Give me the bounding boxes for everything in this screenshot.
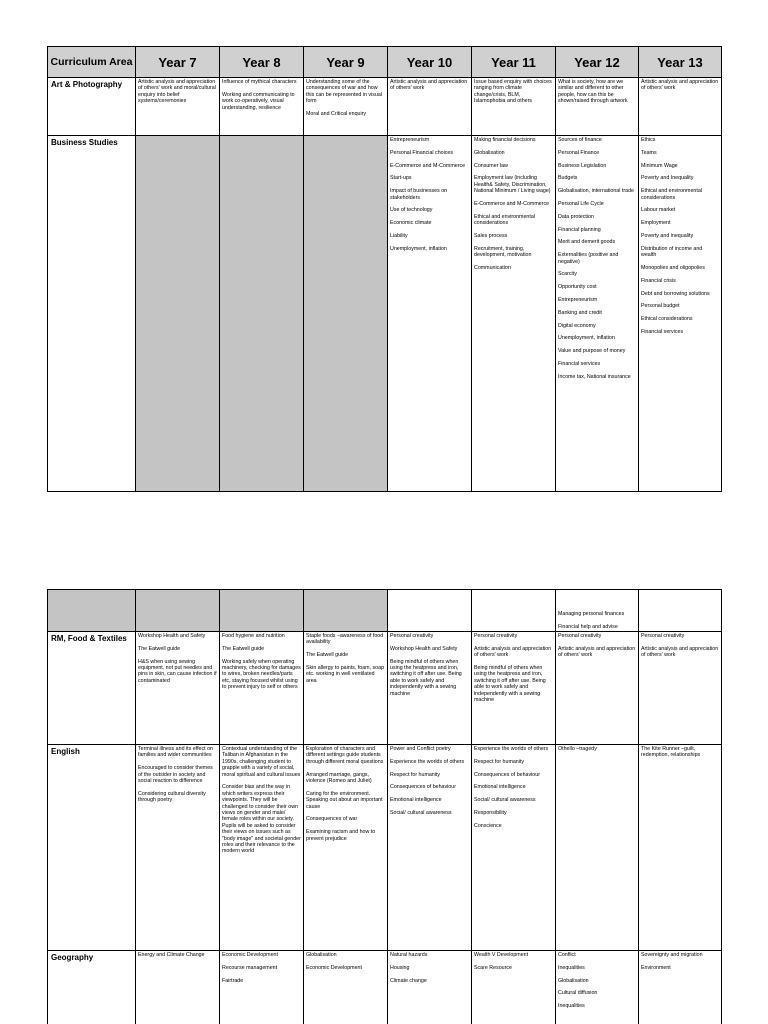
cell-entry: The Eatwell guide [306, 652, 349, 659]
cell-entry: Issue based enquiry with choices ranging from climate change/crisis, BLM, Islamophobia and others [474, 79, 552, 105]
cell-entry: Emotional intelligence [390, 797, 442, 804]
cell-entry: Personal Life Cycle [558, 200, 604, 207]
cell-entry: Labour market [641, 207, 676, 214]
cell-entry: Experience the worlds of others [390, 758, 465, 765]
cell-entry: Examining racism and how to prevent prejudice [306, 829, 376, 842]
cell-rm-y11 [472, 632, 556, 745]
cell-entry: Merit and demerit goods [558, 239, 616, 246]
cell-entry: Fairtrade [222, 977, 244, 984]
cell-business-y11 [472, 136, 556, 492]
cell-entry: Consider bias and the way in which writers express their viewpoints. They will be challenged to consider their own views on gender and male/ female roles within our society. Pupils will be asked to consider their views on issues such as "body image" and societal gender roles and their relevance to the modern world [222, 784, 301, 855]
cell-entry: Social/ cultural awareness [390, 809, 452, 816]
cell-entry: Social/ cultural awareness [474, 797, 536, 804]
cell-entry: Economic climate [390, 220, 432, 227]
cell-entry: Financial help and advise [558, 623, 618, 630]
cell-entry: Workshop Health and Safety [138, 633, 206, 639]
cell-business-y7-empty [136, 136, 220, 492]
cell-entry: Personal budget [641, 303, 680, 310]
cell-entry: Cultural diffusion [558, 990, 598, 997]
cell-english-y9 [304, 745, 388, 951]
cell-entry: Artistic analysis and appreciation of others' work [558, 645, 636, 659]
cell-english-y11 [472, 745, 556, 951]
cell-entry: Wealth V Development [474, 952, 529, 958]
cell-entry: Use of technology [390, 207, 433, 214]
cell-entry: Economic Development [306, 964, 362, 971]
cell-entry: Inequalities [558, 964, 585, 971]
header-year-9: Year 9 [304, 47, 388, 78]
cell-entry: H&S when using sewing equipment, not put needles and pins in skin, can cause infection if contaminated [138, 658, 217, 684]
cell-entry: Employment law (including Health& Safety, Discrimination, National Minimum / Living wage) [474, 175, 551, 195]
cell-entry: Managing personal finances [558, 610, 625, 617]
header-year-10: Year 10 [388, 47, 472, 78]
cell-entry: Workshop Health and Safety [390, 645, 458, 652]
cell-entry: Poverty and Inequality [641, 175, 694, 182]
cell-entry: Being mindful of others when using the heatpress and iron, switching it off after use. Being able to work safely and independently with a sewing machine [474, 665, 546, 704]
cell-continued-y9-empty [304, 590, 388, 632]
cell-geography-y9 [304, 951, 388, 1024]
cell-continued-y7-empty [136, 590, 220, 632]
cell-entry: Respect for humanity [474, 758, 525, 765]
cell-geography-y8 [220, 951, 304, 1024]
cell-entry: Food hygiene and nutrition [222, 633, 285, 639]
cell-entry: Artistic analysis and appreciation of others' work [641, 79, 719, 92]
row-art-photography [48, 78, 722, 136]
curriculum-table-1 [47, 46, 722, 492]
cell-entry: Skin allergy to paints, foam, soap etc. working in well ventilated area [306, 665, 385, 684]
cell-continued-y10-empty [388, 590, 472, 632]
cell-entry: Teams [641, 149, 657, 156]
cell-entry: Arranged marriage, gangs, violence (Romeo and Juliet) [306, 771, 372, 785]
header-year-12: Year 12 [556, 47, 639, 78]
area-business-studies: Business Studies [48, 136, 136, 492]
cell-art-y7 [136, 78, 220, 136]
cell-geography-y11 [472, 951, 556, 1024]
cell-entry: Encouraged to consider themes of the outsider in society and social reaction to difference [138, 765, 213, 785]
cell-entry: Emotional intelligence [474, 784, 526, 791]
cell-entry: Personal creativity [474, 633, 518, 639]
cell-entry: Globalisation [558, 977, 589, 984]
area-geography: Geography [48, 951, 136, 1024]
cell-entry: Artistic analysis and appreciation of others' work and moral/cultural enquiry into belief systems/ceremonies [138, 79, 216, 105]
cell-entry: Environment [641, 964, 671, 971]
cell-entry: Globalisation [306, 952, 337, 958]
cell-entry: Consequences of war [306, 816, 358, 823]
cell-entry: Conflict [558, 952, 576, 958]
cell-entry: Artistic analysis and appreciation of others' work [390, 79, 468, 92]
cell-entry: Recourse management [222, 964, 278, 971]
cell-entry: Staple foods –awareness of food availability [306, 633, 384, 646]
cell-entry: The Eatwell guide [222, 645, 265, 652]
cell-entry: Influence of mythical characters [222, 79, 297, 85]
cell-entry: Personal creativity [390, 633, 434, 639]
cell-english-y7 [136, 745, 220, 951]
cell-entry: Othello –tragedy [558, 746, 597, 752]
cell-entry: Entrepreneurism [390, 137, 430, 143]
header-year-7: Year 7 [136, 47, 220, 78]
cell-entry: Debt and borrowing solutions [641, 290, 710, 297]
cell-business-y8-empty [220, 136, 304, 492]
cell-entry: Financial crisis [641, 277, 676, 284]
cell-entry: Entrepreneurism [558, 296, 598, 303]
cell-entry: Exploration of characters and different settings guide students through different moral questions [306, 746, 384, 765]
cell-entry: Climate change [390, 977, 427, 984]
cell-entry: Budgets [558, 175, 578, 182]
cell-entry: Ethical considerations [641, 316, 693, 323]
cell-entry: Digital economy [558, 322, 596, 329]
cell-entry: Scarcity [558, 271, 577, 278]
row-rm-food-textiles [48, 632, 722, 745]
cell-entry: Understanding some of the consequences of war and how this can be represented in visual form [306, 79, 382, 105]
cell-entry: Responsibility [474, 809, 507, 816]
cell-art-y13 [639, 78, 722, 136]
cell-business-y9-empty [304, 136, 388, 492]
cell-art-y8 [220, 78, 304, 136]
row-english [48, 745, 722, 951]
cell-entry: Unemployment, inflation [558, 335, 615, 342]
cell-entry: Housing [390, 964, 410, 971]
cell-continued-y11-empty [472, 590, 556, 632]
cell-entry: Personal Finance [558, 149, 600, 156]
cell-entry: Liability [390, 232, 408, 239]
cell-entry: Ethics [641, 137, 656, 143]
cell-entry: Business Legislation [558, 162, 607, 169]
cell-entry: Working safely when operating machinery, checking for damages to wires, broken needles/parts etc, staying focused whilst using to prevent injury to self or others [222, 658, 301, 691]
cell-entry: Financial services [558, 360, 601, 367]
cell-english-y10 [388, 745, 472, 951]
cell-entry: Scare Resource [474, 964, 512, 971]
cell-art-y10 [388, 78, 472, 136]
cell-entry: E-Commerce and M-Commerce [474, 201, 550, 207]
area-english: English [48, 745, 136, 951]
row-business-continued [48, 590, 722, 632]
cell-entry: Making financial decisions [474, 137, 536, 143]
cell-entry: Moral and Critical enquiry [306, 111, 367, 118]
cell-continued-y8-empty [220, 590, 304, 632]
cell-english-y12 [556, 745, 639, 951]
cell-entry: Opportunity cost [558, 284, 597, 291]
cell-geography-y12 [556, 951, 639, 1024]
header-year-8: Year 8 [220, 47, 304, 78]
cell-entry: Income tax, National insurance [558, 373, 631, 380]
cell-art-y12 [556, 78, 639, 136]
cell-entry: Working and communicating to work co-operatively, visual understanding, resilience [222, 91, 295, 111]
cell-entry: Personal creativity [558, 633, 602, 639]
header-row [48, 47, 722, 78]
cell-entry: Energy and Climate Change [138, 952, 205, 958]
cell-business-y10 [388, 136, 472, 492]
header-curriculum-area: Curriculum Area [48, 47, 136, 78]
cell-entry: Monopolies and oligopolies [641, 264, 705, 271]
cell-entry: What is society, how are we similar and different to other people, how can this be shown/raised through artwork [558, 79, 628, 105]
area-rm-food-textiles: RM, Food & Textiles [48, 632, 136, 745]
cell-rm-y7 [136, 632, 220, 745]
cell-entry: Financial planning [558, 226, 601, 233]
cell-entry: Artistic analysis and appreciation of others' work [474, 645, 552, 659]
cell-entry: Economic Development [222, 952, 278, 958]
cell-art-y9 [304, 78, 388, 136]
cell-entry: Distribution of income and wealth [641, 245, 703, 259]
cell-entry: Recruitment, training, development, motivation [474, 245, 532, 259]
cell-entry: Sovereignty and migration [641, 952, 703, 958]
cell-continued-area-empty [48, 590, 136, 632]
cell-entry: Consequences of behaviour [474, 771, 540, 778]
cell-entry: Ethical and environmental considerations [641, 188, 702, 201]
cell-entry: Considering cultural diversity through poetry [138, 790, 206, 804]
cell-entry: Personal Financial choices [390, 149, 454, 156]
cell-english-y13 [639, 745, 722, 951]
cell-entry: Banking and credit [558, 309, 602, 316]
area-art-photography: Art & Photography [48, 78, 136, 136]
cell-entry: Power and Conflict poetry [390, 746, 451, 752]
cell-entry: Terminal illness and its effect on families and wider communities [138, 746, 213, 759]
cell-entry: Communication [474, 265, 511, 271]
cell-art-y11 [472, 78, 556, 136]
cell-rm-y13 [639, 632, 722, 745]
cell-entry: Ethical and environmental considerations [474, 213, 535, 227]
cell-entry: Consequences of behaviour [390, 784, 456, 791]
header-year-13: Year 13 [639, 47, 722, 78]
cell-continued-y12 [556, 590, 639, 632]
cell-entry: Externalities (positive and negative) [558, 252, 619, 265]
cell-entry: Conscience [474, 822, 502, 829]
cell-entry: Value and purpose of money [558, 348, 626, 355]
cell-entry: Start-ups [390, 175, 412, 182]
cell-entry: Being mindful of others when using the heatpress and iron, switching it off after use. Being able to work safely and independently with a sewing machine [390, 658, 462, 697]
cell-business-y13 [639, 136, 722, 492]
cell-entry: E-Commerce and M-Commerce [390, 162, 466, 169]
cell-rm-y12 [556, 632, 639, 745]
cell-geography-y10 [388, 951, 472, 1024]
cell-entry: The Eatwell guide [138, 645, 181, 652]
cell-entry: Inequalities [558, 1003, 585, 1010]
curriculum-table-2 [47, 589, 722, 1024]
cell-entry: Respect for humanity [390, 771, 441, 778]
cell-entry: Globalisation [474, 149, 505, 156]
cell-entry: Globalisation, international trade [558, 188, 634, 195]
cell-entry: Minimum Wage [641, 162, 678, 169]
cell-geography-y13 [639, 951, 722, 1024]
cell-entry: Employment [641, 220, 671, 227]
cell-entry: Contextual understanding of the Taliban in Afghanistan in the 1990s, challenging student to grapple with a variety of social, moral spiritual and cultural issues [222, 746, 301, 778]
cell-rm-y10 [388, 632, 472, 745]
cell-continued-y13-empty [639, 590, 722, 632]
cell-entry: Experience the worlds of others [474, 746, 549, 752]
cell-entry: Sales process [474, 233, 508, 239]
cell-entry: Unemployment, inflation [390, 245, 447, 252]
cell-entry: Natural hazards [390, 952, 428, 958]
cell-business-y12 [556, 136, 639, 492]
cell-entry: Caring for the environment. Speaking out about an important cause [306, 790, 383, 810]
row-geography [48, 951, 722, 1024]
cell-entry: Sources of finance [558, 137, 602, 143]
cell-english-y8 [220, 745, 304, 951]
cell-geography-y7 [136, 951, 220, 1024]
header-year-11: Year 11 [472, 47, 556, 78]
row-business-studies [48, 136, 722, 492]
cell-entry: Poverty and inequality [641, 232, 694, 239]
cell-entry: Impact of businesses on stakeholders [390, 188, 448, 201]
cell-entry: Personal creativity [641, 633, 685, 639]
cell-entry: Consumer law [474, 162, 508, 169]
cell-rm-y8 [220, 632, 304, 745]
cell-entry: Financial services [641, 328, 684, 335]
cell-entry: Data protection [558, 213, 594, 220]
cell-entry: Artistic analysis and appreciation of others' work [641, 645, 719, 659]
cell-entry: The Kite Runner –guilt, redemption, relationships [641, 746, 701, 759]
cell-rm-y9 [304, 632, 388, 745]
